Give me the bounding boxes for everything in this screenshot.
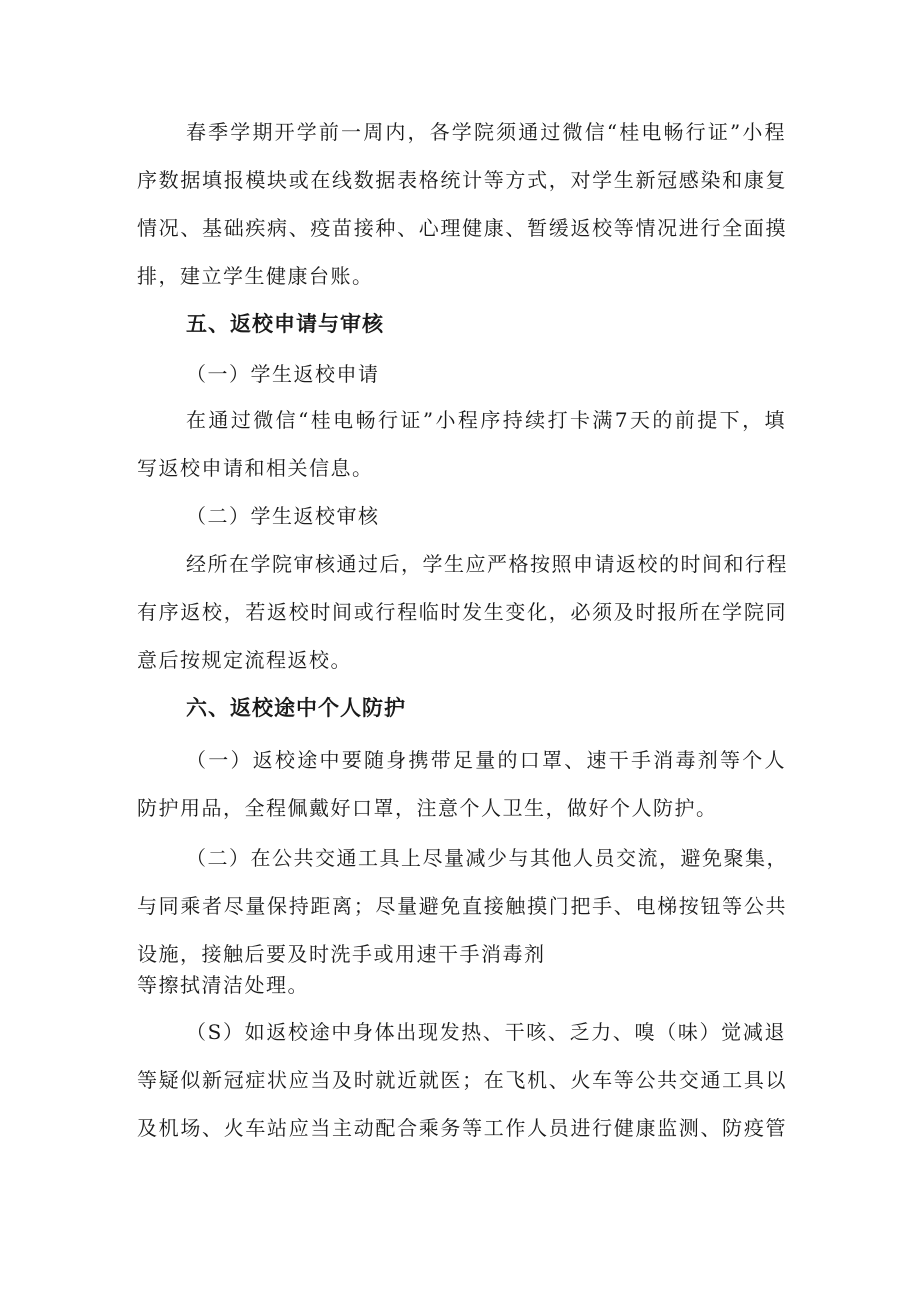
paragraph-line: 与同乘者尽量保持距离；尽量避免直接触摸门把手、电梯按钮等公共 xyxy=(137,894,787,918)
paragraph-line: 排，建立学生健康台账。 xyxy=(137,264,374,288)
paragraph-line: 在通过微信“桂电畅行证”小程序持续打卡满7天的前提下，填 xyxy=(186,408,786,432)
paragraph-line: 设施，接触后要及时洗手或用速干手消毒剂 xyxy=(137,942,546,966)
section-heading: 五、返校申请与审核 xyxy=(186,312,384,336)
paragraph-line: 经所在学院审核通过后，学生应严格按照申请返校的时间和行程 xyxy=(186,552,788,576)
paragraph-line: 防护用品，全程佩戴好口罩，注意个人卫生，做好个人防护。 xyxy=(137,796,718,820)
paragraph-line: 等疑似新冠症状应当及时就近就医；在飞机、火车等公共交通工具以 xyxy=(137,1068,787,1092)
subsection-heading: （二）学生返校审核 xyxy=(186,504,380,528)
paragraph-line: 等擦拭清洁处理。 xyxy=(137,973,309,997)
paragraph-line: 序数据填报模块或在线数据表格统计等方式，对学生新冠感染和康复 xyxy=(137,168,787,192)
paragraph-line: 及机场、火车站应当主动配合乘务等工作人员进行健康监测、防疫管 xyxy=(137,1116,787,1140)
paragraph-line: （S）如返校途中身体出现发热、干咳、乏力、嗅（味）觉减退 xyxy=(186,1020,786,1044)
paragraph-line: 情况、基础疾病、疫苗接种、心理健康、暂缓返校等情况进行全面摸 xyxy=(137,216,787,240)
subsection-heading: （一）学生返校申请 xyxy=(186,362,380,386)
paragraph-line: 意后按规定流程返校。 xyxy=(137,648,352,672)
paragraph-line: （一）返校途中要随身携带足量的口罩、速干手消毒剂等个人 xyxy=(186,748,786,772)
section-heading: 六、返校途中个人防护 xyxy=(186,696,406,720)
paragraph-line: 写返校申请和相关信息。 xyxy=(137,456,374,480)
paragraph-line: 有序返校，若返校时间或行程临时发生变化，必须及时报所在学院同 xyxy=(137,600,787,624)
paragraph-line: （二）在公共交通工具上尽量减少与其他人员交流，避免聚集， xyxy=(186,846,788,870)
paragraph-line: 春季学期开学前一周内，各学院须通过微信“桂电畅行证”小程 xyxy=(186,120,786,144)
